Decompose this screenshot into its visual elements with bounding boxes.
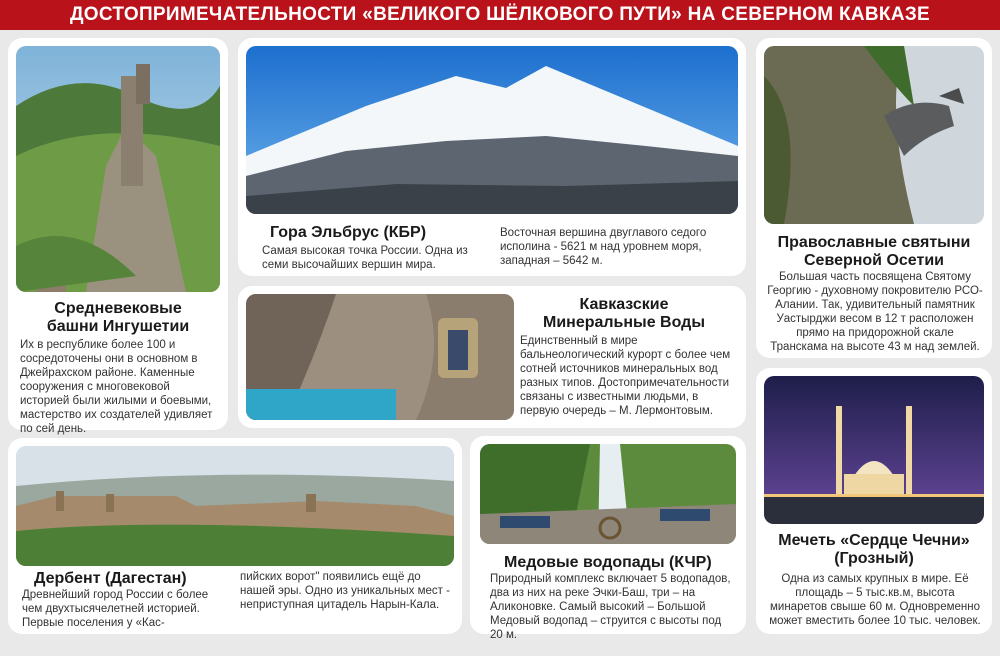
derbent-text-right: пийских ворот" появились ещё до нашей эры. Одно из уникальных мест - неприступная цитадель Нарын-Кала.: [240, 571, 450, 611]
elbrus-text-right: Восточная вершина двуглавого седого исполина - 5621 м над уровнем моря, западная – 5642 м.: [500, 227, 707, 267]
derbent-title: Дербент (Дагестан): [34, 570, 187, 587]
medovye-photo: [480, 444, 736, 544]
elbrus-photo: [246, 46, 738, 214]
ingush-towers-text: Их в республике более 100 и сосредоточены они в основном в Джейрахском районе. Каменные сооружения с многовековой историей были жилыми и боевыми, мастерство их создателей удивляет по сей день.: [20, 339, 213, 435]
ossetia-monument-photo: [764, 46, 984, 224]
mosque-title: Мечеть «Сердце Чечни» (Грозный): [778, 532, 970, 567]
derbent-text-left: Древнейший город России с более чем двухтысячелетней историей. Первые поселения у «Кас-: [22, 589, 209, 629]
page-banner-title: ДОСТОПРИМЕЧАТЕЛЬНОСТИ «ВЕЛИКОГО ШЁЛКОВОГО ПУТИ» НА СЕВЕРНОМ КАВКАЗЕ: [0, 0, 1000, 30]
kmv-title: Кавказские Минеральные Воды: [542, 296, 705, 331]
card-ossetia: [756, 38, 992, 358]
card-mosque: [756, 368, 992, 634]
ingush-towers-title: Средневековые башни Ингушетии: [46, 300, 190, 335]
mosque-text: Одна из самых крупных в мире. Её площадь – 5 тыс.кв.м, высота минаретов свыше 60 м. Одновременно может вместить более 10 тыс. человек.: [769, 573, 981, 627]
kmv-photo: [246, 294, 514, 420]
card-derbent: [8, 438, 462, 634]
card-medovye: [470, 436, 746, 641]
medovye-title: Медовые водопады (КЧР): [504, 554, 712, 571]
mosque-photo: [764, 376, 984, 524]
derbent-photo: [16, 446, 454, 566]
card-ingush-towers: [8, 38, 228, 435]
ossetia-title: Православные святыни Северной Осетии: [777, 234, 971, 269]
kmv-text: Единственный в мире бальнеологический курорт с более чем сотней источников минеральных вод разных типов. Достопримечательности связаны с известными людьми, в первую очередь – М. Лермонтовым.: [520, 335, 731, 417]
medovye-text: Природный комплекс включает 5 водопадов, два из них на реке Эчки-Баш, три – на Аликоновке. Самый высокий – Большой Медовый водопад – струится с высоты под 20 м.: [490, 573, 731, 641]
card-kmv: [238, 286, 746, 428]
card-elbrus: [238, 38, 746, 276]
ossetia-text: Большая часть посвящена Святому Георгию - духовному покровителю РСО-Алании. Так, удивительный памятник Уастырджи весом в 12 т расположен прямо на придорожной скале Транскама на высоте 43 м над землей.: [767, 271, 983, 353]
elbrus-text-left: Самая высокая точка России. Одна из семи высочайших вершин мира.: [262, 245, 468, 271]
ingush-towers-photo: [16, 46, 220, 292]
elbrus-title: Гора Эльбрус (КБР): [270, 224, 427, 241]
